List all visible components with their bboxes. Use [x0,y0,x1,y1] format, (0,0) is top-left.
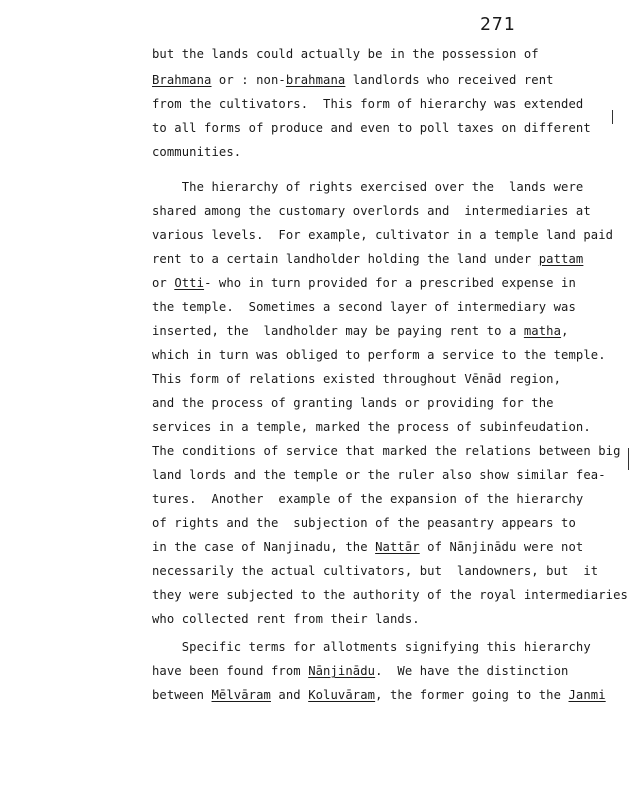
page-number: 271 [480,14,516,35]
text-line [152,252,583,266]
text-span: , the former going to the [375,688,569,702]
underlined-term: Brahmana [152,73,212,87]
text-line [152,276,576,290]
text-span: - who in turn provided for a prescribed expense in [204,276,576,290]
text-line: but the lands could actually be in the possession of [152,47,539,61]
scan-margin-mark [612,110,613,124]
text-line: The hierarchy of rights exercised over the lands were [152,180,584,194]
underlined-term: Mēlvāram [211,688,271,702]
text-line: services in a temple, marked the process of subinfeudation. [152,420,591,434]
text-line [152,540,583,554]
text-line [152,73,554,87]
text-line: shared among the customary overlords and intermediaries at [152,204,591,218]
scan-margin-mark [628,448,629,470]
underlined-term: Nattār [375,540,420,554]
underlined-term: matha [523,324,562,338]
underlined-term: Otti [174,276,205,290]
text-line [152,688,606,702]
text-line [152,664,569,678]
text-span: of Nānjinādu were not [419,540,584,554]
text-line: to all forms of produce and even to poll taxes on different [152,121,591,135]
text-span: and [271,688,309,702]
text-line: various levels. For example, cultivator in a temple land paid [152,228,614,242]
text-span: or [152,276,175,290]
text-span: in the case of Nanjinadu, the [152,540,376,554]
text-span: between [152,688,212,702]
underlined-term: pattam [538,252,584,266]
text-line: The conditions of service that marked the relations between big [152,444,621,458]
text-line: tures. Another example of the expansion of the hierarchy [152,492,584,506]
underlined-term: brahmana [285,73,346,87]
text-line: communities. [152,145,242,159]
text-line: they were subjected to the authority of the royal intermediaries [152,588,628,602]
text-line: of rights and the subjection of the peasantry appears to [152,516,576,530]
text-line: necessarily the actual cultivators, but landowners, but it [152,564,599,578]
text-line: who collected rent from their lands. [152,612,420,626]
text-line: from the cultivators. This form of hierarchy was extended [152,97,584,111]
text-line: and the process of granting lands or providing for the [152,396,554,410]
text-span: . We have the distinction [375,664,569,678]
text-span: landlords who received rent [345,73,554,87]
text-span: rent to a certain landholder holding the land under [152,252,539,266]
text-line: the temple. Sometimes a second layer of intermediary was [152,300,576,314]
text-span: or : non- [211,73,286,87]
text-span: inserted, the landholder may be paying rent to a [152,324,524,338]
underlined-term: Janmi [568,688,606,702]
underlined-term: Nānjinādu [308,664,376,678]
text-line: inserted, the landholder may be paying rent to a matha, [152,324,569,338]
text-line: This form of relations existed throughout Vēnād region, [152,372,562,386]
text-line: land lords and the temple or the ruler also show similar fea- [152,468,606,482]
text-line: Specific terms for allotments signifying this hierarchy [152,640,591,654]
underlined-term: Koluvāram [308,688,376,702]
text-line: which in turn was obliged to perform a service to the temple. [152,348,606,362]
text-span: have been found from [152,664,309,678]
